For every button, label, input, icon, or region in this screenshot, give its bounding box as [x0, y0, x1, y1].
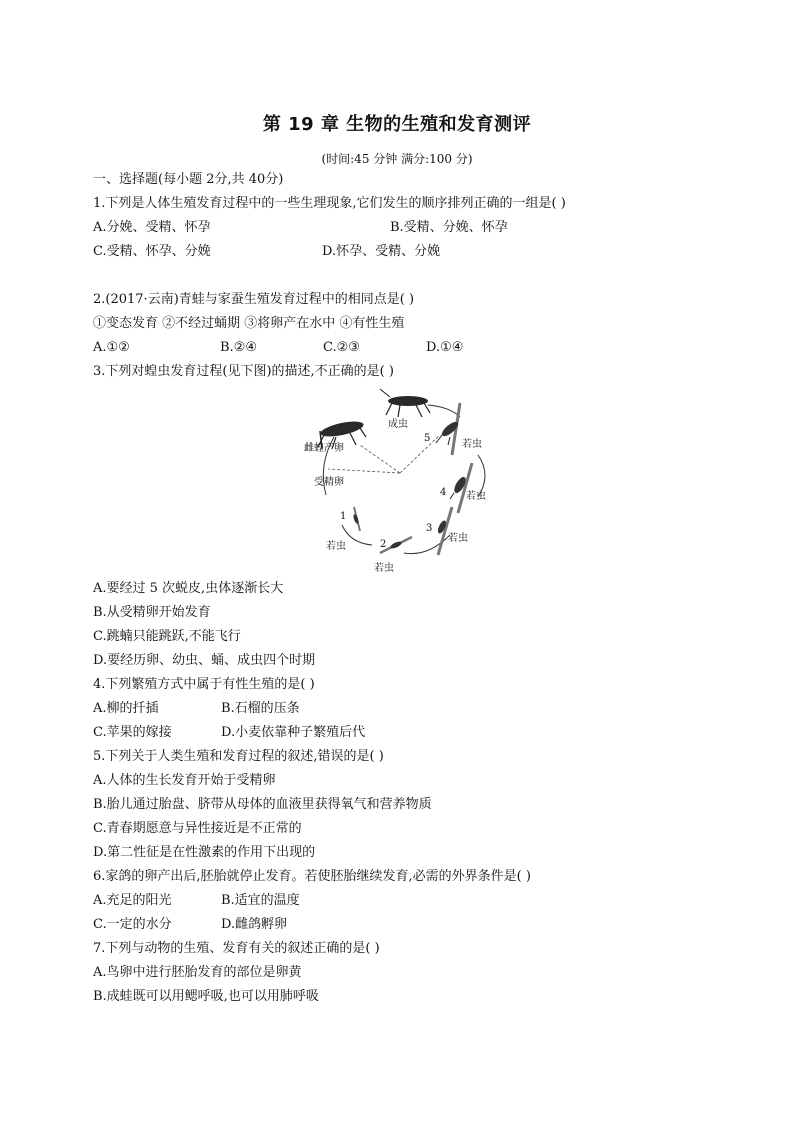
page-title: 第 19 章 生物的生殖和发育测评 [262, 114, 532, 135]
question-2-option-b: B.②④ [220, 340, 257, 355]
label-stage-4: 4 [440, 487, 447, 498]
question-3-option-d: D.要经历卵、幼虫、蛹、成虫四个时期 [93, 653, 316, 668]
locust-life-cycle-diagram [300, 385, 510, 575]
question-1-option-c: C.受精、怀孕、分娩 [93, 244, 211, 259]
question-2-option-c: C.②③ [323, 340, 360, 355]
question-2-option-a: A.①② [93, 340, 130, 355]
label-stage-5: 5 [424, 433, 431, 444]
question-6-stem: 6.家鸽的卵产出后,胚胎就停止发育。若使胚胎继续发育,必需的外界条件是( ) [93, 869, 531, 884]
question-4-option-b: B.石榴的压条 [221, 701, 300, 716]
label-nymph: 若虫 [462, 439, 482, 450]
section-heading: 一、选择题(每小题 2分,共 40分) [93, 172, 284, 187]
question-2-stem: 2.(2017·云南)青蛙与家蚕生殖发育过程中的相同点是( ) [93, 292, 415, 307]
question-4-option-a: A.柳的扦插 [93, 701, 159, 716]
adult-locust-icon [380, 389, 430, 417]
question-6-option-a: A.充足的阳光 [93, 893, 172, 908]
nymph-4-icon [450, 463, 472, 513]
question-5-option-a: A.人体的生长发育开始于受精卵 [93, 773, 276, 788]
label-fertilized-egg: 受精卵 [314, 477, 344, 488]
label-nymph: 若虫 [374, 563, 394, 574]
question-5-option-b: B.胎儿通过胎盘、脐带从母体的血液里获得氧气和营养物质 [93, 797, 432, 812]
label-nymph: 若虫 [326, 541, 346, 552]
label-nymph: 若虫 [466, 491, 486, 502]
exam-info: (时间:45 分钟 满分:100 分) [321, 152, 473, 166]
question-1-option-b: B.受精、分娩、怀孕 [390, 220, 508, 235]
question-4-option-d: D.小麦依靠种子繁殖后代 [221, 725, 366, 740]
label-stage-3: 3 [426, 523, 433, 534]
question-3-stem: 3.下列对蝗虫发育过程(见下图)的描述,不正确的是( ) [93, 364, 394, 379]
cycle-arrow [428, 405, 460, 417]
nymph-3-icon [436, 507, 452, 555]
question-7-stem: 7.下列与动物的生殖、发育有关的叙述正确的是( ) [93, 941, 380, 956]
question-1-option-d: D.怀孕、受精、分娩 [322, 244, 441, 259]
question-2-items: ①变态发育 ②不经过蛹期 ③将卵产在水中 ④有性生殖 [93, 316, 405, 331]
label-stage-1: 1 [340, 511, 347, 522]
question-3-option-b: B.从受精卵开始发育 [93, 605, 211, 620]
question-6-option-d: D.雌鸽孵卵 [221, 917, 288, 932]
question-7-option-b: B.成蛙既可以用鳃呼吸,也可以用肺呼吸 [93, 989, 319, 1004]
question-7-option-a: A.鸟卵中进行胚胎发育的部位是卵黄 [93, 965, 302, 980]
question-1-stem: 1.下列是人体生殖发育过程中的一些生理现象,它们发生的顺序排列正确的一组是( ) [93, 196, 566, 211]
nymph-5-icon [436, 403, 460, 455]
question-5-option-d: D.第二性征是在性激素的作用下出现的 [93, 845, 316, 860]
question-1-option-a: A.分娩、受精、怀孕 [93, 220, 211, 235]
nymph-1-icon [352, 507, 360, 531]
question-3-option-c: C.跳蝻只能跳跃,不能飞行 [93, 629, 241, 644]
label-nymph: 若虫 [448, 533, 468, 544]
question-5-option-c: C.青春期愿意与异性接近是不正常的 [93, 821, 302, 836]
question-6-option-b: B.适宜的温度 [221, 893, 300, 908]
label-egg-laying: 雌蝗产卵 [304, 443, 344, 454]
question-4-stem: 4.下列繁殖方式中属于有性生殖的是( ) [93, 677, 315, 692]
cycle-arrow [342, 525, 372, 545]
label-adult: 成虫 [388, 419, 408, 430]
question-3-option-a: A.要经过 5 次蜕皮,虫体逐渐长大 [93, 581, 284, 596]
question-5-stem: 5.下列关于人类生殖和发育过程的叙述,错误的是( ) [93, 749, 384, 764]
question-6-option-c: C.一定的水分 [93, 917, 172, 932]
question-2-option-d: D.①④ [426, 340, 464, 355]
label-stage-2: 2 [380, 539, 387, 550]
question-4-option-c: C.苹果的嫁接 [93, 725, 172, 740]
